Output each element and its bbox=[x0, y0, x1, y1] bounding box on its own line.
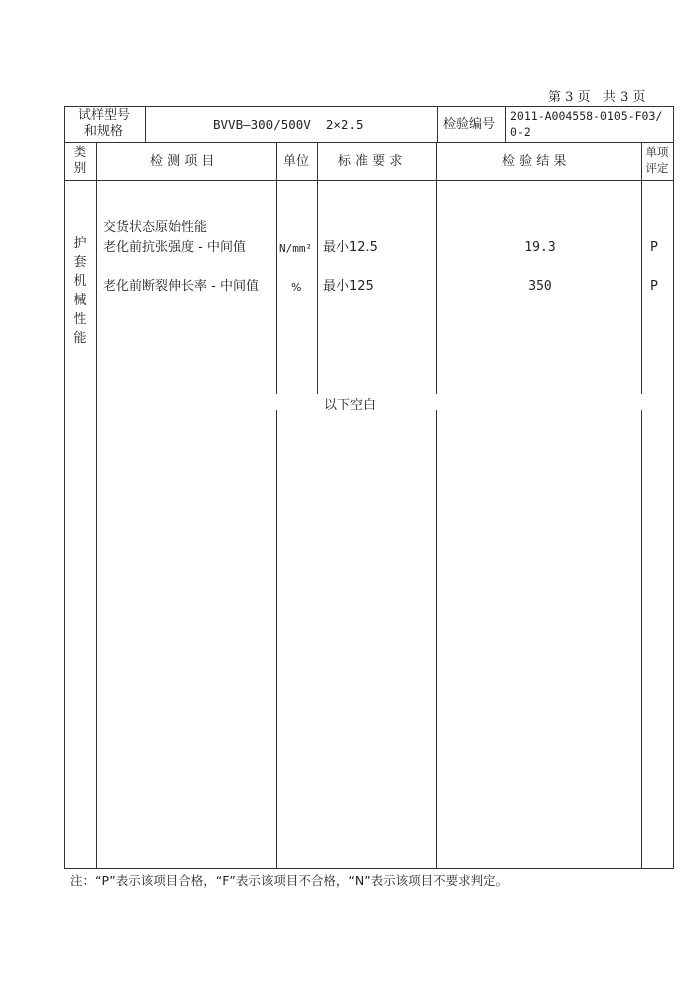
col-sep-requirement-upper bbox=[436, 142, 437, 394]
sample-label-line2: 和规格 bbox=[84, 124, 124, 139]
row-item: 老化前抗张强度 - 中间值 bbox=[103, 240, 246, 255]
col-sep-item-upper bbox=[276, 142, 277, 394]
row-unit: N/mm² bbox=[279, 242, 313, 255]
column-header-divider bbox=[64, 180, 674, 181]
row-verdict: P bbox=[650, 240, 658, 255]
table-bottom-border bbox=[64, 868, 674, 869]
row-result: 350 bbox=[528, 279, 552, 294]
col-sep-requirement-lower bbox=[436, 410, 437, 868]
header-sep-3 bbox=[505, 106, 506, 142]
section-title: 交货状态原始性能 bbox=[103, 220, 208, 235]
col-header-requirement: 标 准 要 求 bbox=[338, 154, 403, 169]
col-header-unit: 单位 bbox=[283, 154, 310, 169]
sample-label-line1: 试样型号 bbox=[78, 108, 131, 123]
row-unit: % bbox=[291, 281, 302, 294]
col-sep-item-lower bbox=[276, 410, 277, 868]
table-left-border bbox=[64, 106, 65, 868]
header-sep-1 bbox=[145, 106, 146, 142]
page-indicator: 第 3 页 共 3 页 bbox=[548, 90, 646, 105]
blank-notice: 以下空白 bbox=[324, 398, 377, 413]
footnote: 注：“P”表示该项目合格，“F”表示该项目不合格，“N”表示该项目不要求判定。 bbox=[70, 873, 509, 888]
report-number-line1: 2011-A004558-0105-F03/ bbox=[510, 109, 663, 123]
row-result: 19.3 bbox=[524, 240, 556, 255]
col-header-result: 检 验 结 果 bbox=[502, 154, 567, 169]
col-sep-result-lower bbox=[641, 410, 642, 868]
header-divider bbox=[64, 142, 674, 143]
category-label: 护套机械性能 bbox=[73, 236, 87, 346]
col-header-verdict: 单项评定 bbox=[645, 145, 669, 175]
header-sep-2 bbox=[437, 106, 438, 142]
col-header-item: 检 测 项 目 bbox=[150, 154, 215, 169]
row-requirement: 最小12.5 bbox=[323, 240, 378, 255]
report-number-line2: 0-2 bbox=[510, 125, 531, 139]
table-top-border bbox=[64, 106, 674, 107]
col-sep-category bbox=[96, 142, 97, 868]
row-item: 老化前断裂伸长率 - 中间值 bbox=[103, 279, 259, 294]
sample-model-value: BVVB—300/500V 2×2.5 bbox=[213, 117, 364, 132]
col-sep-unit bbox=[317, 142, 318, 394]
table-right-border bbox=[673, 106, 674, 868]
col-header-category: 类别 bbox=[73, 144, 87, 175]
report-number-label: 检验编号 bbox=[443, 117, 496, 132]
row-verdict: P bbox=[650, 279, 658, 294]
row-requirement: 最小125 bbox=[323, 279, 374, 294]
col-sep-result-upper bbox=[641, 142, 642, 394]
